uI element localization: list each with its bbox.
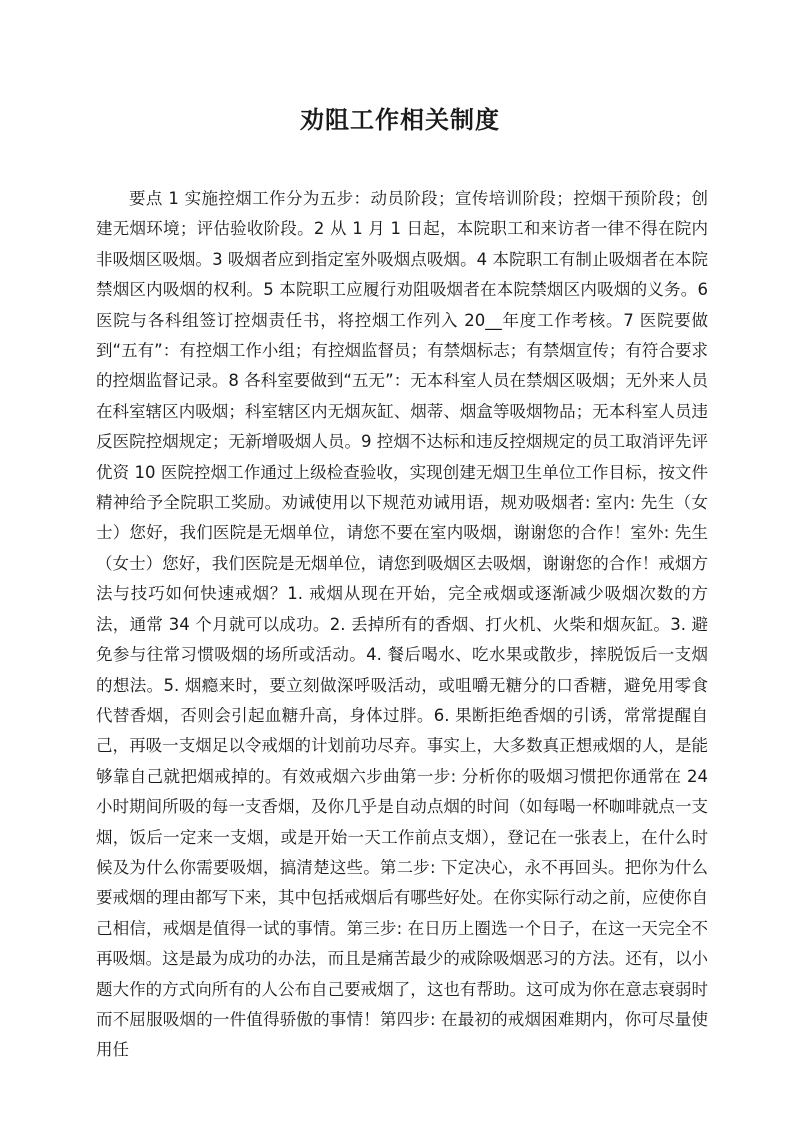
document-body-paragraph: 要点 1 实施控烟工作分为五步：动员阶段；宣传培训阶段；控烟干预阶段；创建无烟环境；评估验收阶段。2 从 1 月 1 日起，本院职工和来访者一律不得在院内非吸烟区吸烟。3 吸烟者应到指定室外吸烟点吸烟。4 本院职工有制止吸烟者在本院禁烟区内吸烟的权利。5 本院职工应履行劝阻吸烟者在本院禁烟区内吸烟的义务。6 医院与各科组签订控烟责任书，将控烟工作列入 20__年度工作考核。7 医院要做到“五有”：有控烟工作小组；有控烟监督员；有禁烟标志；有禁烟宣传；有符合要求的控烟监督记录。8 各科室要做到“五无”：无本科室人员在禁烟区吸烟；无外来人员在科室辖区内吸烟；科室辖区内无烟灰缸、烟蒂、烟盒等吸烟物品；无本科室人员违反医院控烟规定；无新增吸烟人员。9 控烟不达标和违反控烟规定的员工取消评先评优资 10 医院控烟工作通过上级检查验收，实现创建无烟卫生单位工作目标，按文件精神给予全院职工奖励。劝诫使用以下规范劝诫用语，规劝吸烟者: 室内: 先生（女士）您好，我们医院是无烟单位，请您不要在室内吸烟，谢谢您的合作！室外: 先生（女士）您好，我们医院是无烟单位，请您到吸烟区去吸烟，谢谢您的合作！戒烟方法与技巧如何快速戒烟？1. 戒烟从现在开始，完全戒烟或逐渐减少吸烟次数的方法，通常 34 个月就可以成功。2. 丢掉所有的香烟、打火机、火柴和烟灰缸。3. 避免参与往常习惯吸烟的场所或活动。4. 餐后喝水、吃水果或散步，摔脱饭后一支烟的想法。5. 烟瘾来时，要立刻做深呼吸活动，或咀嚼无糖分的口香糖，避免用零食代替香烟，否则会引起血糖升高，身体过胖。6. 果断拒绝香烟的引诱，常常提醒自己，再吸一支烟足以令戒烟的计划前功尽弃。事实上，大多数真正想戒烟的人，是能够靠自己就把烟戒掉的。有效戒烟六步曲第一步: 分析你的吸烟习惯把你通常在 24 小时期间所吸的每一支香烟，及你几乎是自动点烟的时间（如每喝一杯咖啡就点一支烟，饭后一定来一支烟，或是开始一天工作前点支烟），登记在一张表上，在什么时候及为什么你需要吸烟，搞清楚这些。第二步: 下定决心，永不再回头。把你为什么要戒烟的理由都写下来，其中包括戒烟后有哪些好处。在你实际行动之前，应使你自己相信，戒烟是值得一试的事情。第三步: 在日历上圈选一个日子，在这一天完全不再吸烟。这是最为成功的办法，而且是痛苦最少的戒除吸烟恶习的方法。还有，以小题大作的方式向所有的人公布自己要戒烟了，这也有帮助。这可成为你在意志衰弱时而不屈服吸烟的一件值得骄傲的事情！第四步: 在最初的戒烟困难期内，你可尽量使用任: [96, 189, 708, 1060]
document-title: 劝阻工作相关制度: [300, 106, 500, 134]
